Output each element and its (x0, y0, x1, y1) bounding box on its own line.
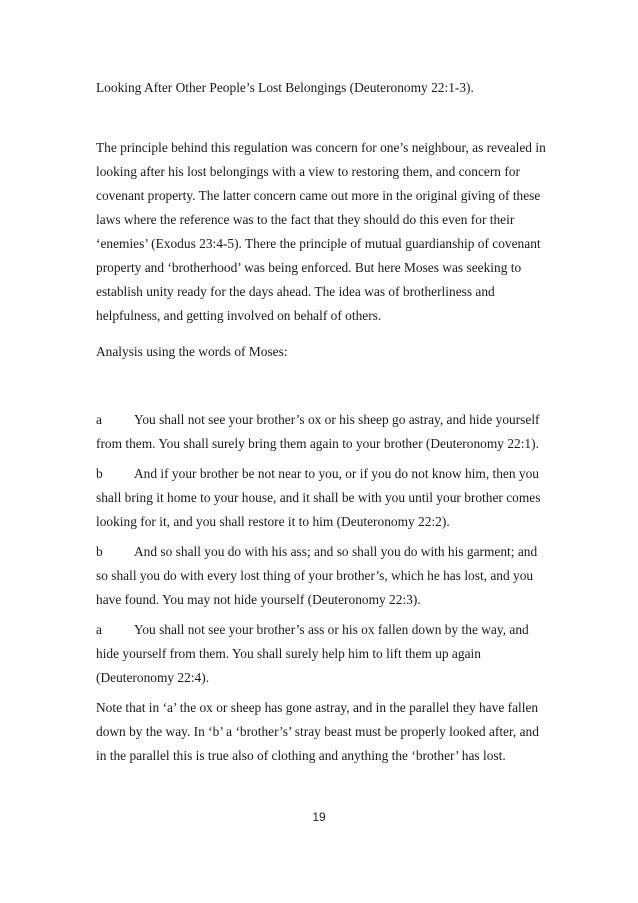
analysis-item-b2 (96, 540, 548, 612)
page-number: 19 (312, 810, 326, 824)
intro-paragraph: The principle behind this regulation was concern for one’s neighbour, as revealed in looking after his lost belongings with a view to restoring them, and concern for covenant property. The latter concern came out more in the original giving of these laws where the reference was to the fact that they should do this even for their ‘enemies’ (Exodus 23:4-5). There the principle of mutual guardianship of covenant property and ‘brotherhood’ was being enforced. But here Moses was seeking to establish unity ready for the days ahead. The idea was of brotherliness and helpfulness, and getting involved on behalf of others. (96, 140, 546, 323)
analysis-item-a1 (96, 408, 548, 456)
analysis-list (96, 408, 548, 768)
item-letter: b (96, 544, 103, 559)
item-text: You shall not see your brother’s ox or his sheep go astray, and hide yourself from them. You shall surely bring them again to your brother (Deuteronomy 22:1). (96, 412, 540, 451)
item-letter: b (96, 466, 103, 481)
section-title: Looking After Other People’s Lost Belongings (Deuteronomy 22:1-3). (96, 80, 474, 95)
item-letter: a (96, 622, 102, 637)
analysis-heading: Analysis using the words of Moses: (96, 344, 288, 359)
item-text: You shall not see your brother’s ass or his ox fallen down by the way, and hide yourself from them. You shall surely help him to lift them up again (Deuteronomy 22:4). (96, 622, 529, 685)
item-text: And if your brother be not near to you, or if you do not know him, then you shall bring it home to your house, and it shall be with you until your brother comes looking for it, and you shall restore it to him (Deuteronomy 22:2). (96, 466, 541, 529)
analysis-item-b1 (96, 462, 548, 534)
analysis-item-a2 (96, 618, 548, 690)
note-paragraph: Note that in ‘a’ the ox or sheep has gone astray, and in the parallel they have fallen down by the way. In ‘b’ a ‘brother’s’ stray beast must be properly looked after, and in the parallel this is true also of clothing and anything the ‘brother’ has lost. (96, 700, 539, 763)
item-text: And so shall you do with his ass; and so shall you do with his garment; and so shall you do with every lost thing of your brother’s, which he has lost, and you have found. You may not hide yourself (Deuteronomy 22:3). (96, 544, 538, 607)
item-letter: a (96, 412, 102, 427)
